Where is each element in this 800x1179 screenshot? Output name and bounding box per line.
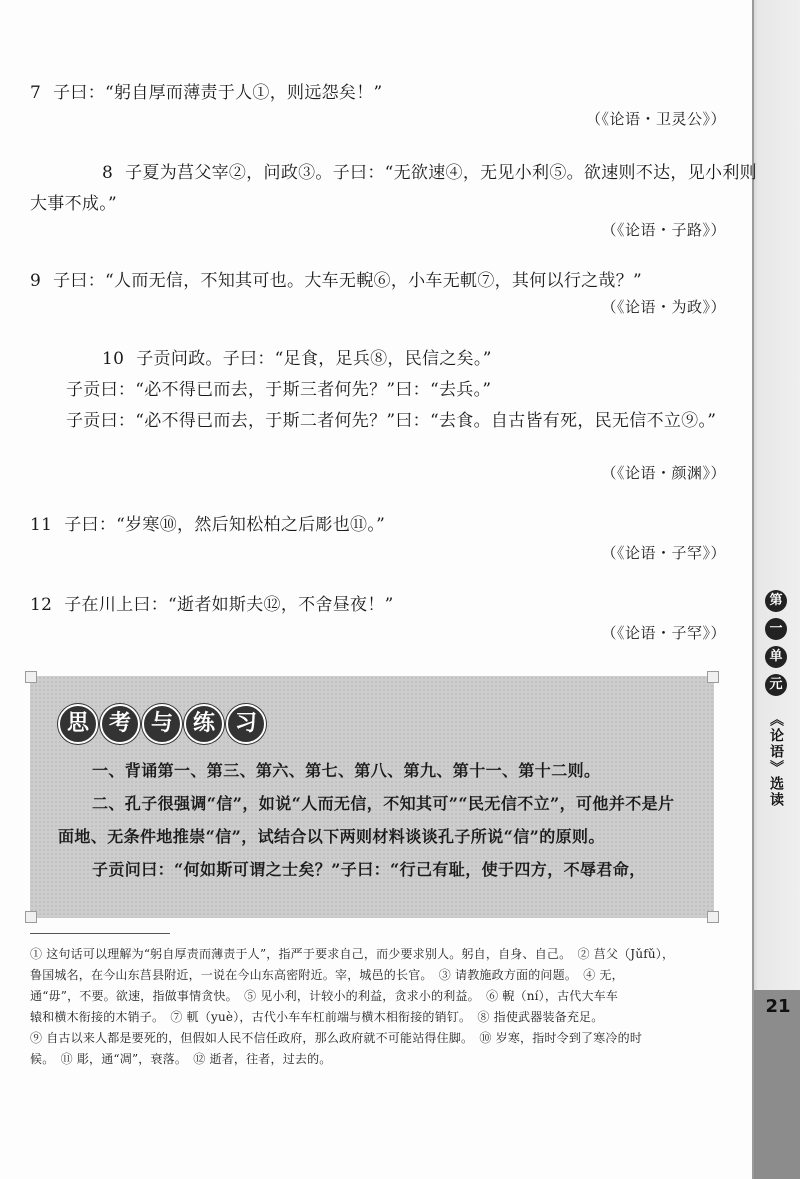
unit-char: 一 [765, 618, 787, 640]
title-char: 考 [100, 704, 140, 744]
passage-text: 子贡曰：“必不得已而去，于斯三者何先？”曰：“去兵。” [66, 380, 492, 400]
exercise-item: 二、孔子很强调“信”，如说“人而无信，不知其可”“民无信不立”，可他并不是片面地、无条件地推崇“信”，试结合以下两则材料谈谈孔子所说“信”的原则。 [58, 794, 675, 846]
passage-text: 子在川上曰：“逝者如斯夫⑫，不舍昼夜！” [64, 595, 394, 615]
exercise-body [58, 754, 688, 886]
passage-text: 子曰：“躬自厚而薄责于人①，则远怨矣！” [53, 83, 383, 103]
passage-number: 10 [102, 349, 125, 369]
passage-9 [30, 266, 760, 297]
box-corner [25, 671, 37, 683]
exercise-item: 一、背诵第一、第三、第六、第七、第八、第九、第十一、第十二则。 [92, 761, 601, 780]
box-corner [707, 671, 719, 683]
title-char: 与 [142, 704, 182, 744]
footnote-line: ① 这句话可以理解为“躬自厚责而薄责于人”，指严于要求自己，而少要求别人。躬自，自身、自己。 ② 莒父（Jǔfǔ）， [30, 947, 675, 961]
passage-source: （《论语・颜渊》） [601, 464, 726, 482]
exercise-box [30, 676, 714, 918]
passage-source: （《论语・为政》） [601, 298, 726, 316]
footnote-rule [30, 933, 170, 934]
footnotes [30, 944, 730, 1070]
passage-text: 子夏为莒父宰②，问政③。子曰：“无欲速④，无见小利⑤。欲速则不达，见小利则大事不成。” [30, 163, 757, 214]
unit-char: 单 [765, 646, 787, 668]
passage-8 [30, 158, 760, 220]
passage-10 [30, 344, 760, 437]
passage-text: 子曰：“岁寒⑩，然后知松柏之后彫也⑪。” [64, 515, 386, 535]
exercise-item: 子贡问曰：“何如斯可谓之士矣？”子曰：“行己有耻，使于四方，不辱君命， [92, 860, 646, 879]
passage-source: （《论语・子罕》） [601, 544, 726, 562]
passage-source: （《论语・卫灵公》） [585, 110, 726, 128]
passage-text: 子曰：“人而无信，不知其可也。大车无輗⑥，小车无軏⑦，其何以行之哉？” [53, 271, 643, 291]
passage-number: 7 [30, 83, 42, 103]
footnote-line: 通“毋”，不要。欲速，指做事情贪快。 ⑤ 见小利，计较小的利益，贪求小的利益。 ⑥ 輗（ní），古代大车车 [30, 989, 619, 1003]
passage-number: 8 [102, 163, 114, 183]
passage-source: （《论语・子罕》） [601, 624, 726, 642]
box-corner [707, 911, 719, 923]
title-char: 习 [226, 704, 266, 744]
passage-12 [30, 590, 760, 621]
footnote-line: 辕和横木衔接的木销子。 ⑦ 軏（yuè），古代小车车杠前端与横木相衔接的销钉。 ⑧ 指使武器装备充足。 [30, 1010, 604, 1024]
footnote-line: 候。 ⑪ 彫，通“凋”，衰落。 ⑫ 逝者，往者，过去的。 [30, 1052, 332, 1066]
box-corner [25, 911, 37, 923]
passage-number: 12 [30, 595, 53, 615]
margin-strip-lower [752, 990, 800, 1179]
passage-text: 子贡曰：“必不得已而去，于斯二者何先？”曰：“去食。自古皆有死，民无信不立⑨。” [66, 411, 717, 431]
unit-char: 元 [765, 674, 787, 696]
exercise-title [58, 704, 266, 744]
unit-char: 第 [765, 590, 787, 612]
passage-11 [30, 510, 760, 541]
passage-number: 9 [30, 271, 42, 291]
unit-title: 《论语》选读 [768, 712, 784, 808]
footnote-line: 鲁国城名，在今山东莒县附近，一说在今山东高密附近。宰，城邑的长官。 ③ 请教施政方面的问题。 ④ 无， [30, 968, 624, 982]
unit-side-label [756, 590, 796, 808]
passage-source: （《论语・子路》） [601, 221, 726, 239]
title-char: 练 [184, 704, 224, 744]
footnote-line: ⑨ 自古以来人都是要死的，但假如人民不信任政府，那么政府就不可能站得住脚。 ⑩ 岁寒，指时令到了寒冷的时 [30, 1031, 643, 1045]
page-number: 21 [765, 996, 791, 1017]
passage-number: 11 [30, 515, 53, 535]
title-char: 思 [58, 704, 98, 744]
passage-7 [30, 78, 760, 109]
passage-text: 子贡问政。子曰：“足食，足兵⑧，民信之矣。” [136, 349, 492, 369]
